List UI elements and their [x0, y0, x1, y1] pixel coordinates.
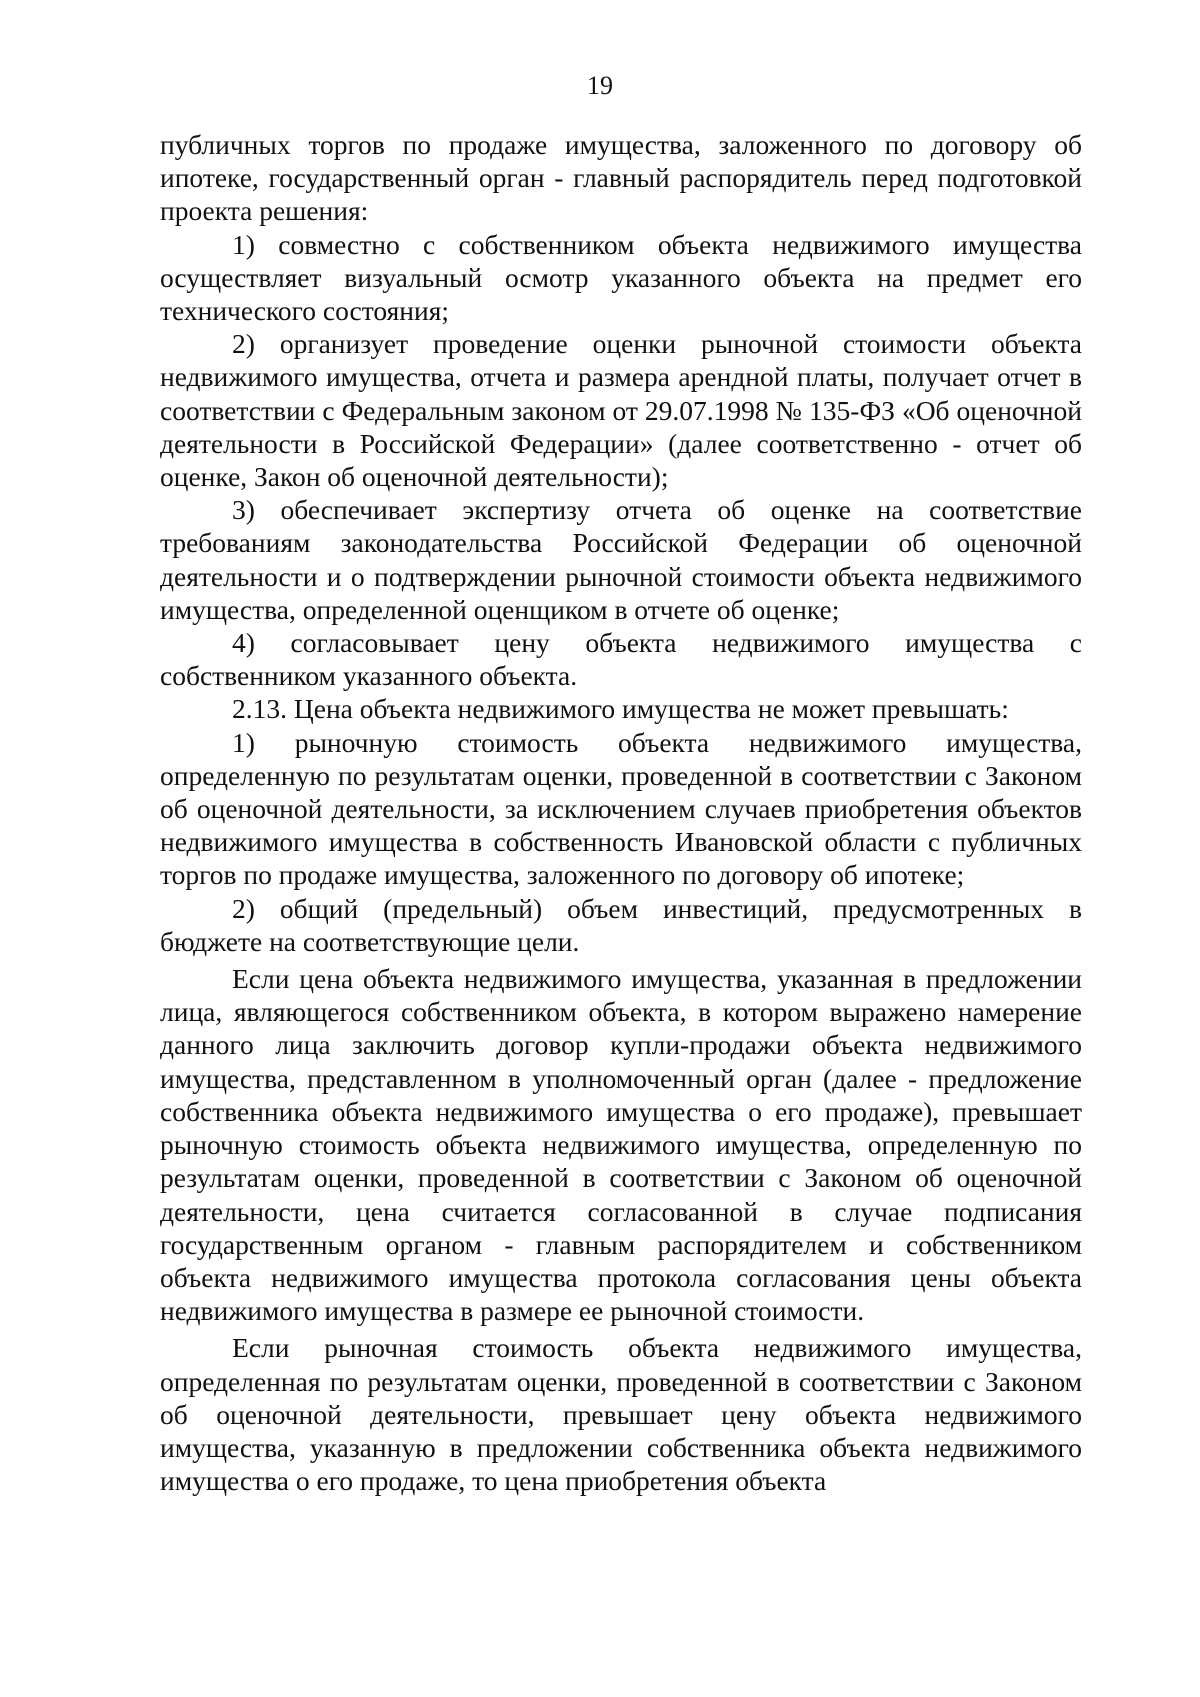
document-body [160, 128, 1082, 1497]
paragraph-limit-1: 1) рыночную стоимость объекта недвижимого имущества, определенную по результатам оценки, проведенной в соответствии с Законом об оценочной деятельности, за исключением случаев приобретения объектов недвижимого имущества в собственность Ивановской области с публичных торгов по продаже имущества, заложенного по договору об ипотеке; [160, 726, 1082, 891]
paragraph-price-exceeds: Если цена объекта недвижимого имущества, указанная в предложении лица, являющегося собственником объекта, в котором выражено намерение данного лица заключить договор купли-продажи объекта недвижимого имущества, представленном в уполномоченный орган (далее - предложение собственника объекта недвижимого имущества о его продаже), превышает рыночную стоимость объекта недвижимого имущества, определенную по результатам оценки, проведенной в соответствии с Законом об оценочной деятельности, цена считается согласованной в случае подписания государственным органом - главным распорядителем и собственником объекта недвижимого имущества протокола согласования цены объекта недвижимого имущества в размере ее рыночной стоимости. [160, 963, 1082, 1327]
paragraph-limit-2: 2) общий (предельный) объем инвестиций, предусмотренных в бюджете на соответствующие цели. [160, 892, 1082, 957]
paragraph-item-2: 2) организует проведение оценки рыночной стоимости объекта недвижимого имущества, отчета и размера арендной платы, получает отчет в соответствии с Федеральным законом от 29.07.1998 № 135-ФЗ «Об оценочной деятельности в Российской Федерации» (далее соответственно - отчет об оценке, Закон об оценочной деятельности); [160, 328, 1082, 493]
paragraph-item-4: 4) согласовывает цену объекта недвижимого имущества с собственником указанного объекта. [160, 627, 1082, 692]
paragraph-market-exceeds: Если рыночная стоимость объекта недвижимого имущества, определенная по результатам оценки, проведенной в соответствии с Законом об оценочной деятельности, превышает цену объекта недвижимого имущества, указанную в предложении собственника объекта недвижимого имущества о его продаже, то цена приобретения объекта [160, 1332, 1082, 1497]
page-number: 19 [587, 71, 613, 100]
paragraph-item-1: 1) совместно с собственником объекта недвижимого имущества осуществляет визуальный осмотр указанного объекта на предмет его технического состояния; [160, 228, 1082, 327]
paragraph-intro: публичных торгов по продаже имущества, заложенного по договору об ипотеке, государственный орган - главный распорядитель перед подготовкой проекта решения: [160, 129, 1082, 227]
paragraph-section-2-13: 2.13. Цена объекта недвижимого имущества не может превышать: [232, 693, 1009, 725]
paragraph-item-3: 3) обеспечивает экспертизу отчета об оценке на соответствие требованиям законодательства Российской Федерации об оценочной деятельности и о подтверждении рыночной стоимости объекта недвижимого имущества, определенной оценщиком в отчете об оценке; [160, 494, 1082, 625]
